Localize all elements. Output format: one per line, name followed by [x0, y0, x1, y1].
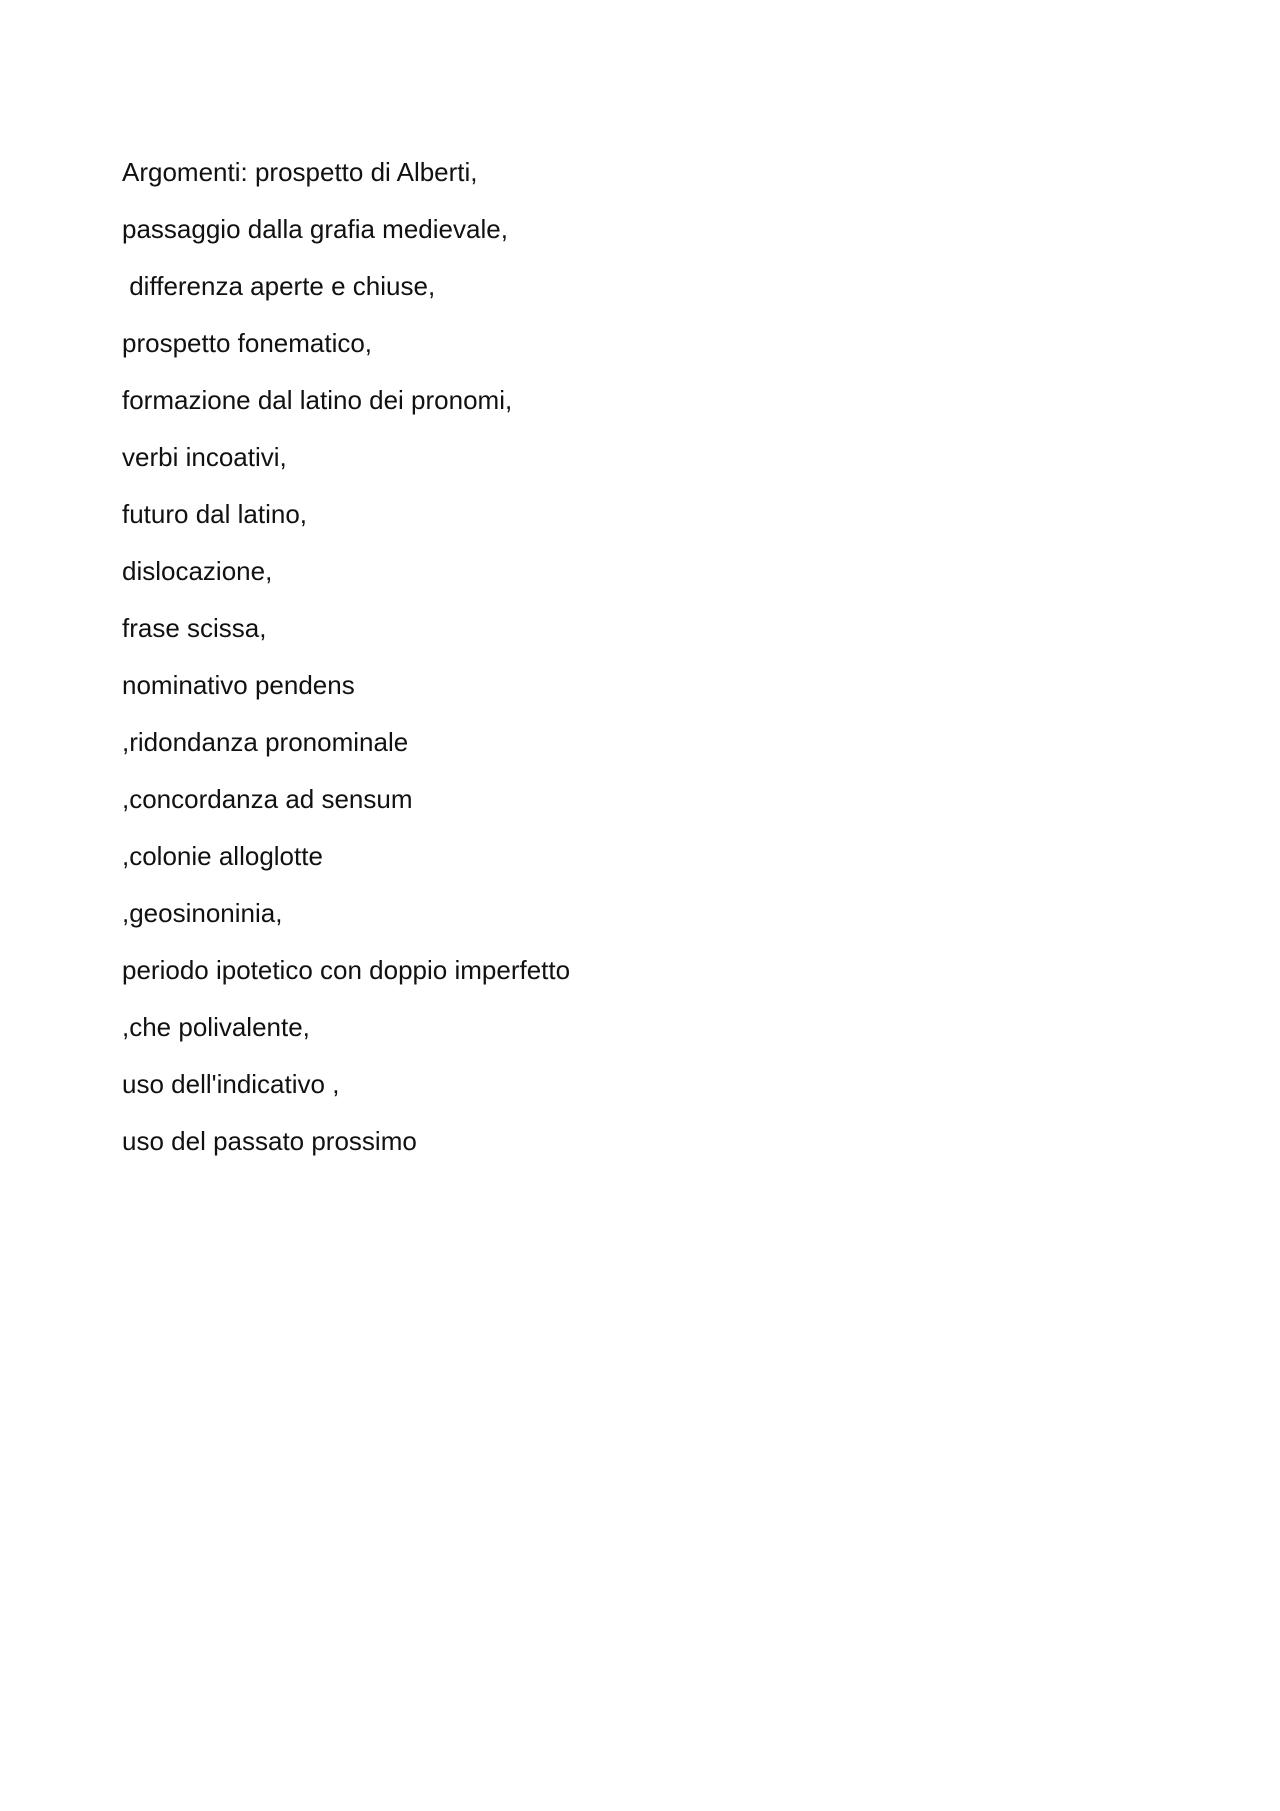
- text-line: formazione dal latino dei pronomi,: [122, 385, 513, 415]
- text-line: prospetto fonematico,: [122, 328, 373, 358]
- text-line: futuro dal latino,: [122, 499, 308, 529]
- text-line: ,geosinoninia,: [122, 898, 283, 928]
- text-line: differenza aperte e chiuse,: [122, 271, 436, 301]
- text-line: periodo ipotetico con doppio imperfetto: [122, 955, 571, 985]
- text-line: frase scissa,: [122, 613, 267, 643]
- text-line: ,ridondanza pronominale: [122, 727, 409, 757]
- text-line: dislocazione,: [122, 556, 273, 586]
- text-line: ,che polivalente,: [122, 1012, 310, 1042]
- text-line: nominativo pendens: [122, 670, 355, 700]
- text-line: ,concordanza ad sensum: [122, 784, 413, 814]
- text-line: verbi incoativi,: [122, 442, 287, 472]
- text-line: Argomenti: prospetto di Alberti,: [122, 157, 478, 187]
- text-line: uso dell'indicativo ,: [122, 1069, 340, 1099]
- text-line: ,colonie alloglotte: [122, 841, 323, 871]
- text-line: uso del passato prossimo: [122, 1126, 417, 1156]
- text-line: passaggio dalla grafia medievale,: [122, 214, 508, 244]
- document-body: [122, 151, 1122, 1177]
